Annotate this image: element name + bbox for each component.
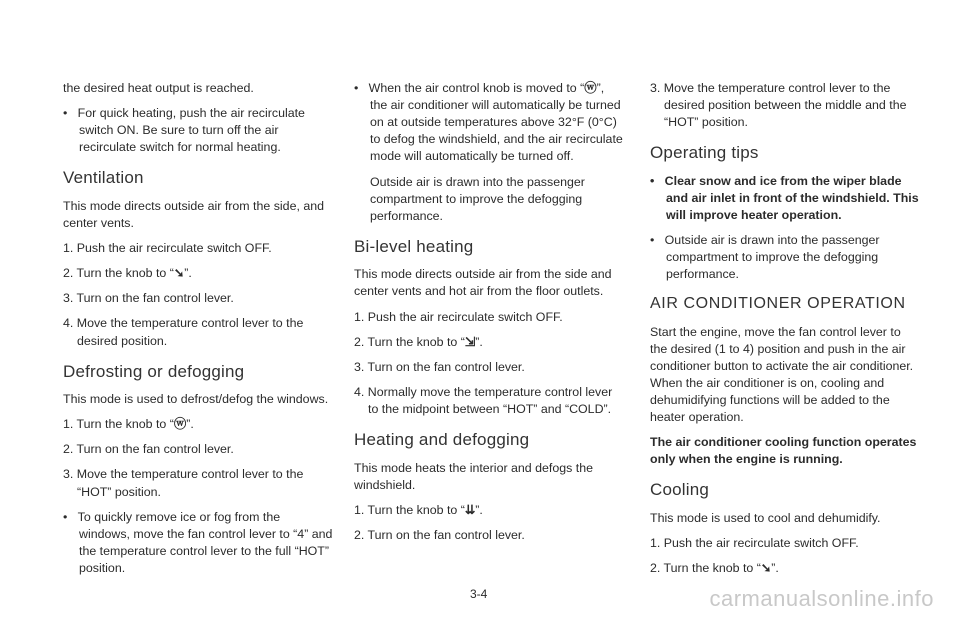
heat-defog-step-1: 1. Turn the knob to “⇊”. bbox=[354, 502, 624, 519]
column-right bbox=[650, 80, 920, 585]
continued-text: the desired heat output is reached. bbox=[63, 81, 254, 95]
vent-step-2: 2. Turn the knob to “➘”. bbox=[63, 265, 333, 282]
defrost-intro: This mode is used to defrost/defog the windows. bbox=[63, 392, 329, 407]
cooling-intro: This mode is used to cool and dehumidify. bbox=[650, 510, 881, 525]
defrost-step-1: 1. Turn the knob to “ⓦ”. bbox=[63, 416, 333, 433]
heading-cooling: Cooling bbox=[650, 480, 710, 500]
ac-engine-note: The air conditioner cooling function operates only when the engine is running. bbox=[650, 435, 917, 467]
page-number: 3-4 bbox=[470, 587, 488, 601]
heading-defrosting: Defrosting or defogging bbox=[63, 361, 245, 381]
tip-clear-snow: • Clear snow and ice from the wiper blade and air inlet in front of the windshield. This will improve heater operation. bbox=[650, 173, 919, 222]
defrost-mode-icon: ⓦ bbox=[173, 417, 187, 432]
bilevel-step-3: 3. Turn on the fan control lever. bbox=[354, 359, 525, 374]
outside-air-note: Outside air is drawn into the passenger compartment to improve the defogging performance. bbox=[370, 174, 585, 223]
bilevel-step-1: 1. Push the air recirculate switch OFF. bbox=[354, 309, 563, 324]
heading-heating-defogging: Heating and defogging bbox=[354, 430, 530, 450]
bilevel-mode-icon: ⇲ bbox=[464, 334, 476, 349]
heat-defog-intro: This mode heats the interior and defogs the windshield. bbox=[354, 460, 594, 492]
ac-intro: Start the engine, move the fan control lever to the desired (1 to 4) position and push in the air conditioner button to activate the air conditioner. When the air conditioner is on, cooling and dehumidifying functions will be added to the heater operation. bbox=[650, 324, 914, 425]
bullet-auto-ac: • When the air control knob is moved to “ⓦ”, the air conditioner will automatically be turned on at outside temperatures above 32°F (0°C) to defog the windshield, and the air recirculate mode will automatically be turned off. bbox=[354, 81, 623, 164]
heading-ventilation: Ventilation bbox=[63, 168, 144, 188]
tip-outside-air: • Outside air is drawn into the passenger compartment to improve the defogging performance. bbox=[650, 233, 880, 282]
vent-step-3: 3. Turn on the fan control lever. bbox=[63, 291, 234, 306]
watermark: carmanualsonline.info bbox=[709, 585, 934, 611]
bilevel-intro: This mode directs outside air from the side and center vents and hot air from the floor outlets. bbox=[354, 267, 612, 299]
bilevel-step-4: 4. Normally move the temperature control lever to the midpoint between “HOT” and “COLD”. bbox=[354, 384, 613, 416]
heading-bilevel: Bi-level heating bbox=[354, 236, 474, 256]
defrost-mode-icon: ⓦ bbox=[584, 81, 597, 95]
heat-defog-mode-icon: ⇊ bbox=[464, 502, 476, 517]
bullet-quick-heating: • For quick heating, push the air recirculate switch ON. Be sure to turn off the air recirculate switch for normal heating. bbox=[63, 106, 305, 155]
cooling-step-1: 1. Push the air recirculate switch OFF. bbox=[650, 535, 859, 550]
cooling-step-2: 2. Turn the knob to “➘”. bbox=[650, 560, 920, 577]
bilevel-step-2: 2. Turn the knob to “⇲”. bbox=[354, 334, 624, 351]
column-middle bbox=[354, 80, 624, 552]
heading-ac-operation: AIR CONDITIONER OPERATION bbox=[650, 295, 906, 313]
vent-mode-icon: ➘ bbox=[760, 561, 772, 576]
defrost-step-2: 2. Turn on the fan control lever. bbox=[63, 442, 234, 457]
heat-defog-step-3: 3. Move the temperature control lever to the desired position between the middle and the “HOT” position. bbox=[650, 81, 907, 130]
vent-step-1: 1. Push the air recirculate switch OFF. bbox=[63, 241, 272, 256]
vent-step-4: 4. Move the temperature control lever to the desired position. bbox=[63, 316, 304, 348]
bullet-quick-defrost: • To quickly remove ice or fog from the windows, move the fan control lever to “4” and the temperature control lever to the full “HOT” position. bbox=[63, 509, 333, 575]
column-left bbox=[63, 80, 333, 585]
heading-operating-tips: Operating tips bbox=[650, 143, 759, 163]
vent-mode-icon: ➘ bbox=[173, 266, 185, 281]
ventilation-intro: This mode directs outside air from the side, and center vents. bbox=[63, 198, 325, 230]
heat-defog-step-2: 2. Turn on the fan control lever. bbox=[354, 527, 525, 542]
defrost-step-3: 3. Move the temperature control lever to the “HOT” position. bbox=[63, 467, 304, 499]
